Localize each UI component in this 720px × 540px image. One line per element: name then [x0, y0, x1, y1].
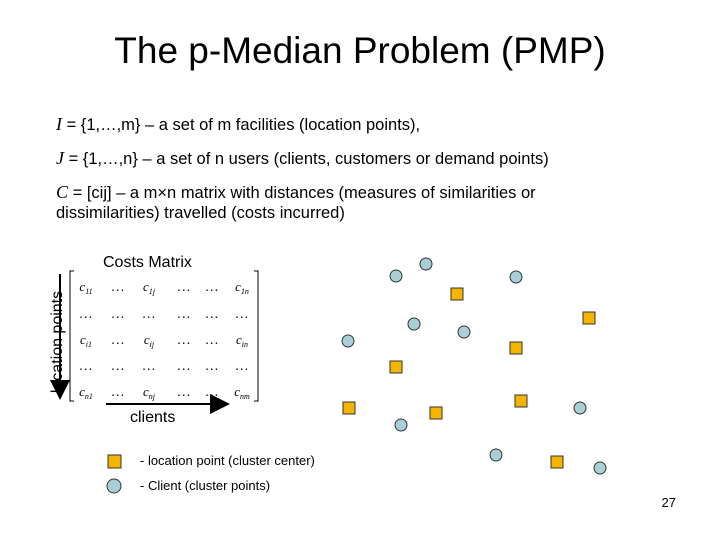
- matrix-cell: …: [177, 307, 191, 322]
- symbol-J: J: [56, 148, 64, 168]
- legend-square-label: - location point (cluster center): [140, 453, 315, 468]
- matrix-cell: …: [79, 359, 93, 374]
- location-point: [451, 288, 463, 300]
- matrix-cell: …: [111, 280, 125, 295]
- client-point: [408, 318, 420, 330]
- matrix-cell: $c_{n1}$: [79, 384, 93, 401]
- matrix-cell: …: [177, 385, 191, 400]
- definition-I-text: = {1,…,m} – a set of m facilities (location points),: [62, 116, 421, 134]
- definition-J-text: = {1,…,n} – a set of n users (clients, customers or demand points): [64, 150, 549, 168]
- location-point: [583, 312, 595, 324]
- location-point: [515, 395, 527, 407]
- client-point: [390, 270, 402, 282]
- matrix-cell: …: [235, 359, 249, 374]
- matrix-cell: $c_{in}$: [235, 332, 249, 349]
- matrix-cell: $c_{ij}$: [143, 332, 155, 349]
- symbol-C: C: [56, 182, 69, 202]
- location-point: [510, 342, 522, 354]
- legend-square-icon: [108, 455, 121, 468]
- location-point: [551, 456, 563, 468]
- costs-matrix-label: Costs Matrix: [103, 254, 192, 271]
- location-point: [390, 361, 402, 373]
- location-point: [430, 407, 442, 419]
- matrix-cell: $c_{i1}$: [79, 332, 93, 349]
- client-point: [490, 449, 502, 461]
- client-point: [395, 419, 407, 431]
- definition-C-text: = [cij] – a m×n matrix with distances (measures of similarities or dissimilarities) travelled (costs incurred): [56, 184, 536, 222]
- matrix-cell: …: [142, 307, 156, 322]
- matrix-cell: …: [205, 385, 219, 400]
- legend-circle-label: - Client (cluster points): [140, 478, 271, 493]
- matrix-cell: …: [111, 359, 125, 374]
- matrix-cell: $c_{nj}$: [142, 384, 156, 401]
- matrix-cell: $c_{nm}$: [234, 384, 250, 401]
- client-point: [574, 402, 586, 414]
- matrix-cell: …: [79, 307, 93, 322]
- matrix-cell: …: [205, 359, 219, 374]
- matrix-cell: …: [177, 333, 191, 348]
- slide-title: The p-Median Problem (PMP): [114, 30, 606, 71]
- matrix-cell: $c_{11}$: [79, 279, 93, 296]
- matrix-cell: …: [205, 307, 219, 322]
- matrix-cell: …: [235, 307, 249, 322]
- location-point: [343, 402, 355, 414]
- matrix-cell: …: [142, 359, 156, 374]
- client-point: [510, 271, 522, 283]
- matrix-right-bracket: [254, 271, 258, 401]
- clients-axis-label: clients: [130, 409, 176, 426]
- client-point: [458, 326, 470, 338]
- matrix-cell: $c_{1n}$: [235, 279, 249, 296]
- client-point: [594, 462, 606, 474]
- legend-circle-icon: [107, 479, 121, 493]
- matrix-cell: …: [205, 280, 219, 295]
- matrix-left-bracket: [70, 271, 74, 401]
- matrix-cell: …: [111, 385, 125, 400]
- matrix-cells: [79, 279, 250, 401]
- page-number: 27: [661, 495, 676, 510]
- client-point: [420, 258, 432, 270]
- matrix-cell: …: [111, 307, 125, 322]
- client-point: [342, 335, 354, 347]
- matrix-cell: $c_{1j}$: [142, 279, 156, 296]
- symbol-I: I: [56, 114, 62, 134]
- matrix-cell: …: [205, 333, 219, 348]
- matrix-cell: …: [177, 280, 191, 295]
- matrix-cell: …: [111, 333, 125, 348]
- location-points-axis-label: location points: [49, 290, 66, 394]
- scatter-points: [342, 258, 606, 474]
- matrix-cell: …: [177, 359, 191, 374]
